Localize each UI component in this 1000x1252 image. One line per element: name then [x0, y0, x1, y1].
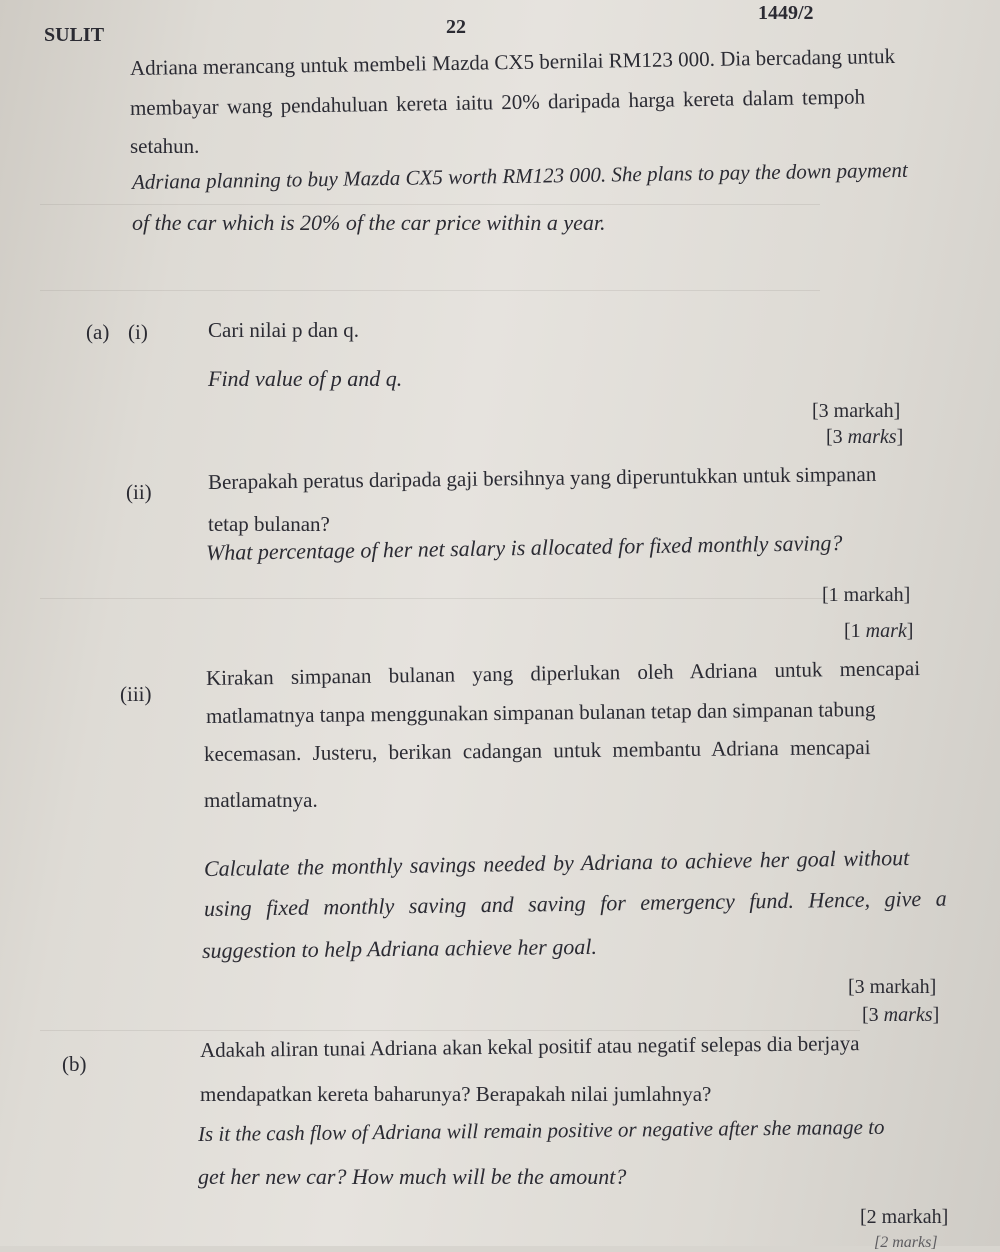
part-a-ii-marks-english: [1 mark]: [844, 620, 914, 642]
show-through-line: [40, 1030, 860, 1031]
part-a-i-marks-english: [3 marks]: [826, 426, 904, 448]
part-a-i-english: Find value of p and q.: [208, 366, 403, 391]
paper-code: 1449/2: [758, 2, 814, 24]
part-a-ii-malay-line1: Berapakah peratus daripada gaji bersihnya yang diperuntukkan untuk simpanan: [207, 461, 877, 494]
part-a-label: (a): [86, 320, 110, 344]
part-a-iii-malay-line3: kecemasan. Justeru, berikan cadangan untuk membantu Adriana mencapai: [203, 735, 871, 766]
intro-malay-line1: Adriana merancang untuk membeli Mazda CX5 bernilai RM123 000. Dia bercadang untuk: [129, 43, 896, 80]
part-a-iii-label: (iii): [120, 682, 152, 706]
part-a-iii-malay-line2: matlamatnya tanpa menggunakan simpanan bulanan tetap dan simpanan tabung: [205, 696, 876, 728]
part-a-ii-english: What percentage of her net salary is allocated for fixed monthly saving?: [205, 530, 843, 565]
part-b-malay-line1: Adakah aliran tunai Adriana akan kekal positif atau negatif selepas dia berjaya: [199, 1031, 860, 1062]
part-a-ii-marks-malay: [1 markah]: [822, 584, 911, 606]
part-b-marks-english: [2 marks]: [874, 1234, 938, 1251]
show-through-line: [40, 290, 820, 291]
part-a-iii-malay-line4: matlamatnya.: [204, 788, 318, 812]
part-b-english-line1: Is it the cash flow of Adriana will remain positive or negative after she manage to: [197, 1114, 885, 1146]
part-a-ii-label: (ii): [126, 480, 152, 504]
show-through-line: [40, 598, 840, 599]
part-a-iii-malay-line1: Kirakan simpanan bulanan yang diperlukan oleh Adriana untuk mencapai: [205, 656, 921, 690]
part-b-marks-malay: [2 markah]: [860, 1206, 949, 1228]
header-sulit: SULIT: [44, 24, 105, 46]
part-a-ii-malay-line2: tetap bulanan?: [208, 512, 330, 536]
intro-malay-line3: setahun.: [130, 134, 200, 158]
show-through-line: [40, 204, 820, 205]
part-b-english-line2: get her new car? How much will be the amount?: [198, 1164, 627, 1189]
intro-malay-line2: membayar wang pendahuluan kereta iaitu 20% daripada harga kereta dalam tempoh: [129, 84, 866, 120]
part-a-iii-english-line2: using fixed monthly saving and saving for emergency fund. Hence, give a: [203, 885, 947, 921]
part-b-label: (b): [62, 1052, 87, 1076]
part-a-i-malay: Cari nilai p dan q.: [208, 318, 360, 342]
intro-english-line1: Adriana planning to buy Mazda CX5 worth RM123 000. She plans to pay the down payment: [131, 157, 908, 194]
page-number: 22: [446, 16, 466, 38]
part-b-malay-line2: mendapatkan kereta baharunya? Berapakah nilai jumlahnya?: [200, 1082, 712, 1106]
part-a-iii-marks-english: [3 marks]: [862, 1004, 940, 1026]
part-a-i-marks-malay: [3 markah]: [812, 400, 901, 422]
intro-english-line2: of the car which is 20% of the car price within a year.: [132, 210, 606, 235]
part-a-iii-marks-malay: [3 markah]: [848, 976, 937, 998]
part-a-iii-english-line3: suggestion to help Adriana achieve her goal.: [201, 933, 598, 963]
part-a-iii-english-line1: Calculate the monthly savings needed by Adriana to achieve her goal without: [203, 844, 910, 881]
part-a-i-label: (i): [128, 320, 148, 344]
